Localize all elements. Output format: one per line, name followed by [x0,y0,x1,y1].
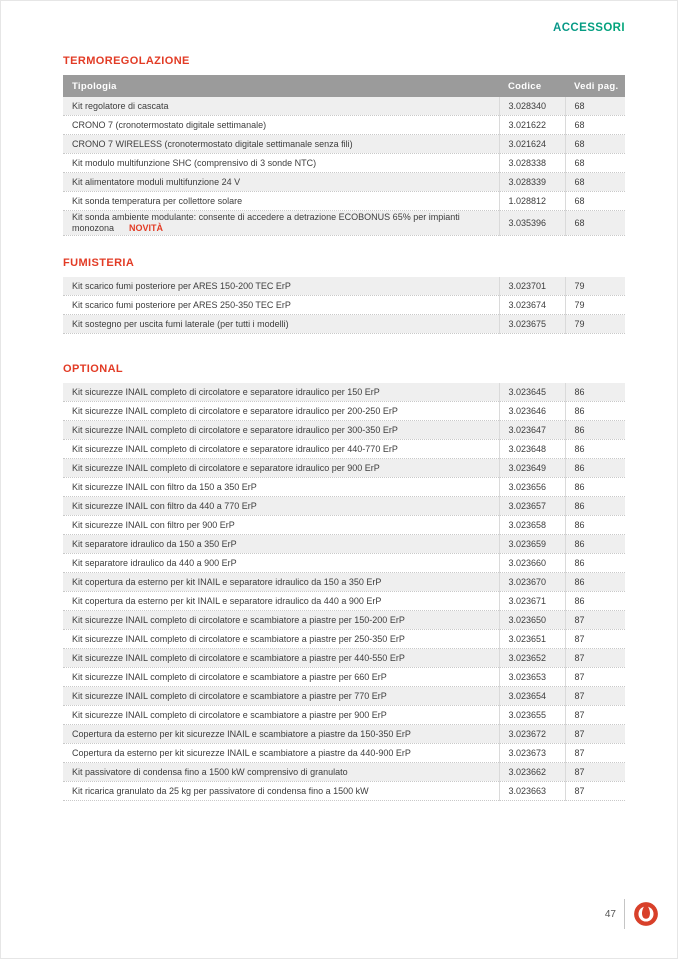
tipologia-text: CRONO 7 (cronotermostato digitale settimanale) [72,119,267,130]
table-row [63,535,625,554]
cell-tipologia [63,611,499,630]
tipologia-text: Kit sicurezze INAIL completo di circolatore e separatore idraulico per 150 ErP [72,386,380,397]
tipologia-text: Kit ricarica granulato da 25 kg per passivatore di condensa fino a 1500 kW [72,785,369,796]
cell-tipologia [63,478,499,497]
table-row [63,706,625,725]
table-row [63,668,625,687]
table-row [63,440,625,459]
table-row [63,611,625,630]
table-row [63,402,625,421]
cell-vedi-pag: 86 [565,497,625,516]
table-row [63,296,625,315]
cell-tipologia [63,383,499,402]
cell-vedi-pag: 86 [565,535,625,554]
section-fumisteria [63,257,625,334]
cell-codice: 3.023650 [499,611,565,630]
cell-vedi-pag: 87 [565,611,625,630]
cell-vedi-pag: 79 [565,296,625,315]
cell-vedi-pag: 86 [565,459,625,478]
column-header-tipologia: Tipologia [63,75,499,97]
cell-vedi-pag: 87 [565,687,625,706]
page-footer [605,899,660,929]
table-row [63,154,625,173]
cell-codice: 3.023675 [499,315,565,334]
table-row [63,744,625,763]
page-header-accessori: ACCESSORI [63,22,625,34]
table-row [63,497,625,516]
cell-codice: 3.023663 [499,782,565,801]
tipologia-text: Kit sicurezze INAIL completo di circolatore e separatore idraulico per 440-770 ErP [72,443,398,454]
table-row [63,459,625,478]
sections [63,55,625,801]
table-row [63,277,625,296]
cell-codice: 3.023671 [499,592,565,611]
cell-vedi-pag: 68 [565,211,625,236]
section-title: OPTIONAL [63,363,124,375]
cell-tipologia [63,535,499,554]
table-row [63,763,625,782]
cell-codice: 3.023660 [499,554,565,573]
tipologia-text: Kit sicurezze INAIL completo di circolatore e scambiatore a piastre per 440-550 ErP [72,652,405,663]
cell-vedi-pag: 87 [565,725,625,744]
cell-codice: 3.023647 [499,421,565,440]
table-row [63,782,625,801]
cell-codice: 3.023656 [499,478,565,497]
cell-codice: 3.028338 [499,154,565,173]
cell-vedi-pag: 79 [565,277,625,296]
cell-tipologia [63,725,499,744]
cell-vedi-pag: 86 [565,554,625,573]
cell-vedi-pag: 86 [565,592,625,611]
table-header-row [63,75,625,97]
cell-vedi-pag: 86 [565,573,625,592]
cell-tipologia [63,296,499,315]
table-row [63,592,625,611]
table-header-row [63,75,625,97]
tipologia-text: Copertura da esterno per kit sicurezze INAIL e scambiatore a piastre da 440-900 ErP [72,747,411,758]
tipologia-text: Kit sicurezze INAIL completo di circolatore e scambiatore a piastre per 250-350 ErP [72,633,405,644]
cell-codice: 3.023659 [499,535,565,554]
cell-vedi-pag: 87 [565,649,625,668]
brand-flame-logo-icon [632,900,660,928]
tipologia-text: Kit scarico fumi posteriore per ARES 150-200 TEC ErP [72,280,291,291]
section-title: TERMOREGOLAZIONE [63,55,190,67]
cell-vedi-pag: 68 [565,116,625,135]
table-row [63,192,625,211]
table-row [63,421,625,440]
cell-vedi-pag: 87 [565,706,625,725]
cell-codice: 3.021624 [499,135,565,154]
tipologia-text: Kit copertura da esterno per kit INAIL e separatore idraulico da 150 a 350 ErP [72,576,382,587]
cell-codice: 3.023655 [499,706,565,725]
table-row [63,135,625,154]
novita-badge: NOVITÀ [129,223,164,233]
table-row [63,687,625,706]
cell-vedi-pag: 87 [565,782,625,801]
cell-codice: 3.023649 [499,459,565,478]
cell-codice: 3.023670 [499,573,565,592]
cell-codice: 3.028340 [499,97,565,116]
tipologia-text: Kit sicurezze INAIL completo di circolatore e scambiatore a piastre per 660 ErP [72,671,387,682]
cell-vedi-pag: 68 [565,97,625,116]
cell-vedi-pag: 86 [565,421,625,440]
cell-tipologia [63,173,499,192]
cell-tipologia [63,516,499,535]
table-row [63,573,625,592]
cell-codice: 3.023654 [499,687,565,706]
column-header-codice: Codice [499,75,565,97]
tipologia-text: Kit separatore idraulico da 440 a 900 ErP [72,557,237,568]
table-row [63,516,625,535]
tipologia-text: Kit sicurezze INAIL completo di circolatore e scambiatore a piastre per 900 ErP [72,709,387,720]
cell-vedi-pag: 68 [565,154,625,173]
cell-vedi-pag: 87 [565,630,625,649]
cell-codice: 3.035396 [499,211,565,236]
tipologia-text: Kit sostegno per uscita fumi laterale (per tutti i modelli) [72,318,289,329]
tipologia-text: Kit sicurezze INAIL completo di circolatore e separatore idraulico per 300-350 ErP [72,424,398,435]
cell-tipologia [63,744,499,763]
cell-tipologia [63,763,499,782]
tipologia-text: Kit copertura da esterno per kit INAIL e separatore idraulico da 440 a 900 ErP [72,595,382,606]
tipologia-text: Kit sicurezze INAIL completo di circolatore e scambiatore a piastre per 770 ErP [72,690,387,701]
tipologia-text: Kit sicurezze INAIL con filtro per 900 ErP [72,519,235,530]
cell-tipologia [63,497,499,516]
cell-tipologia [63,154,499,173]
cell-codice: 3.023645 [499,383,565,402]
page-number: 47 [604,908,616,920]
tipologia-text: Kit scarico fumi posteriore per ARES 250-350 TEC ErP [72,299,291,310]
table-row [63,315,625,334]
table-row [63,211,625,236]
cell-codice: 3.023673 [499,744,565,763]
cell-tipologia [63,402,499,421]
table-row [63,649,625,668]
section-table [63,75,625,236]
table-row [63,630,625,649]
cell-codice: 3.023653 [499,668,565,687]
cell-tipologia [63,554,499,573]
cell-tipologia [63,116,499,135]
cell-vedi-pag: 86 [565,383,625,402]
table-row [63,478,625,497]
cell-tipologia [63,315,499,334]
table-row [63,725,625,744]
cell-codice: 1.028812 [499,192,565,211]
cell-tipologia [63,592,499,611]
tipologia-text: Kit sicurezze INAIL completo di circolatore e separatore idraulico per 900 ErP [72,462,380,473]
tipologia-text: Kit sicurezze INAIL con filtro da 150 a 350 ErP [72,481,257,492]
section-termoregolazione [63,55,625,236]
tipologia-text: Kit regolatore di cascata [72,100,169,111]
cell-tipologia [63,421,499,440]
tipologia-text: Kit sicurezze INAIL con filtro da 440 a 770 ErP [72,500,257,511]
cell-codice: 3.023674 [499,296,565,315]
table-row [63,97,625,116]
tipologia-text: Kit alimentatore moduli multifunzione 24 V [72,176,241,187]
cell-tipologia [63,97,499,116]
cell-vedi-pag: 86 [565,402,625,421]
cell-vedi-pag: 86 [565,440,625,459]
cell-tipologia [63,211,499,236]
cell-tipologia [63,440,499,459]
cell-tipologia [63,192,499,211]
footer-divider [624,899,625,929]
cell-vedi-pag: 86 [565,516,625,535]
tipologia-text: Kit separatore idraulico da 150 a 350 ErP [72,538,237,549]
cell-codice: 3.023648 [499,440,565,459]
tipologia-text: Kit modulo multifunzione SHC (comprensivo di 3 sonde NTC) [72,157,317,168]
section-optional [63,363,625,801]
section-table [63,383,625,801]
cell-vedi-pag: 79 [565,315,625,334]
cell-codice: 3.023658 [499,516,565,535]
tipologia-text: CRONO 7 WIRELESS (cronotermostato digitale settimanale senza fili) [72,138,353,149]
tipologia-text: Kit sicurezze INAIL completo di circolatore e separatore idraulico per 200-250 ErP [72,405,398,416]
cell-tipologia [63,135,499,154]
cell-vedi-pag: 68 [565,173,625,192]
cell-codice: 3.023701 [499,277,565,296]
tipologia-text: Kit sicurezze INAIL completo di circolatore e scambiatore a piastre per 150-200 ErP [72,614,405,625]
section-table [63,277,625,334]
cell-codice: 3.023651 [499,630,565,649]
tipologia-text: Copertura da esterno per kit sicurezze INAIL e scambiatore a piastre da 150-350 ErP [72,728,411,739]
cell-vedi-pag: 87 [565,668,625,687]
tipologia-text: Kit sonda ambiente modulante: consente di accedere a detrazione ECOBONUS 65% per impianti monozona [72,212,460,233]
table-row [63,173,625,192]
cell-vedi-pag: 68 [565,192,625,211]
table-row [63,554,625,573]
cell-vedi-pag: 86 [565,478,625,497]
cell-tipologia [63,459,499,478]
cell-tipologia [63,277,499,296]
cell-codice: 3.023662 [499,763,565,782]
cell-vedi-pag: 87 [565,763,625,782]
column-header-vedi-pag: Vedi pag. [565,75,625,97]
cell-tipologia [63,687,499,706]
cell-tipologia [63,630,499,649]
cell-tipologia [63,649,499,668]
cell-codice: 3.023657 [499,497,565,516]
tipologia-text: Kit sonda temperatura per collettore solare [72,195,243,206]
tipologia-text: Kit passivatore di condensa fino a 1500 kW comprensivo di granulato [72,766,348,777]
cell-codice: 3.021622 [499,116,565,135]
cell-codice: 3.023646 [499,402,565,421]
cell-tipologia [63,706,499,725]
cell-codice: 3.023672 [499,725,565,744]
cell-tipologia [63,668,499,687]
cell-tipologia [63,782,499,801]
cell-vedi-pag: 87 [565,744,625,763]
section-title: FUMISTERIA [63,257,135,269]
table-row [63,383,625,402]
cell-vedi-pag: 68 [565,135,625,154]
table-row [63,116,625,135]
cell-codice: 3.023652 [499,649,565,668]
cell-tipologia [63,573,499,592]
cell-codice: 3.028339 [499,173,565,192]
